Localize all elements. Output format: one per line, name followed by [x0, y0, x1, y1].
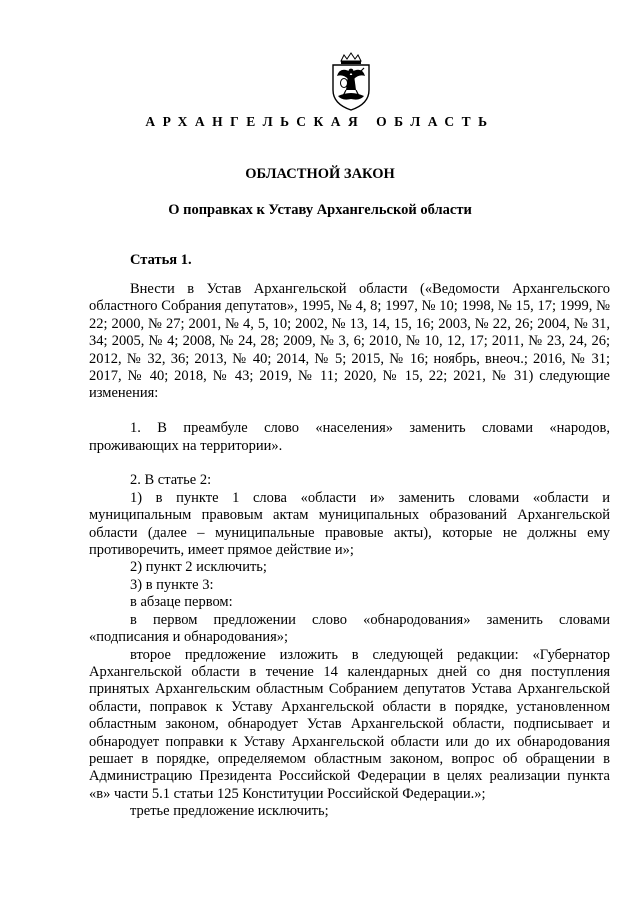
paragraph-item-1: 1. В преамбуле слово «населения» заменить словами «народов, проживающих на территории».	[89, 420, 610, 454]
paragraph-sub-2: 2) пункт 2 исключить;	[130, 559, 267, 576]
paragraph-second-sentence: второе предложение изложить в следующей редакции: «Губернатор Архангельской области в течение 14 календарных дней со дня поступления принятых Архангельским областным Собранием депутатов Устава Архангельской области, поправок к Уставу Архангельской области в порядке, установленном областным законом, обнародует Устав Архангельской области, подписывает и обнародует поправки к Уставу Архангельской области или до их обнародования решает в порядке, определяемом областным законом, вопрос об обращении в Администрацию Президента Российской Федерации в целях реализации пункта «в» части 5.1 статьи 125 Конституции Российской Федерации.»;	[89, 646, 610, 802]
paragraph-first-clause: в абзаце первом:	[130, 594, 233, 611]
article-body	[89, 281, 610, 821]
paragraph-third-sentence: третье предложение исключить;	[130, 803, 329, 820]
article-heading: Статья 1.	[130, 252, 192, 268]
region-name: АРХАНГЕЛЬСКАЯ ОБЛАСТЬ	[145, 114, 495, 129]
law-subject-title: О поправках к Уставу Архангельской области	[168, 202, 472, 218]
paragraph-first-sentence: в первом предложении слово «обнародования» заменить словами «подписания и обнародования»;	[89, 611, 610, 646]
paragraph-sub-3: 3) в пункте 3:	[130, 576, 214, 593]
arkhangelsk-coat-of-arms-icon	[326, 52, 376, 112]
law-type-title: ОБЛАСТНОЙ ЗАКОН	[245, 166, 395, 182]
paragraph-intro: Внести в Устав Архангельской области («Ведомости Архангельского областного Собрания депутатов», 1995, № 4, 8; 1997, № 10; 1998, № 15, 17; 1999, № 22; 2000, № 27; 2001, № 4, 5, 10; 2002, № 13, 14, 15, 16; 2003, № 22, 26; 2004, № 31, 34; 2005, № 4; 2008, № 24, 28; 2009, № 3, 6; 2010, № 10, 12, 17; 2011, № 23, 24, 26; 2012, № 32, 36; 2013, № 40; 2014, № 5; 2015, № 16; ноябрь, внеоч.; 2016, № 31; 2017, № 40; 2018, № 43; 2019, № 11; 2020, № 15, 22; 2021, № 31) следующие изменения:	[89, 281, 610, 402]
paragraph-sub-1: 1) в пункте 1 слова «области и» заменить словами «области и муниципальным правовым актам муниципальных образований Архангельской области (далее – муниципальные правовые акты), которые не должны ему противоречить, имеет прямое действие и»;	[89, 489, 610, 559]
paragraph-item-2: 2. В статье 2:	[130, 472, 212, 489]
